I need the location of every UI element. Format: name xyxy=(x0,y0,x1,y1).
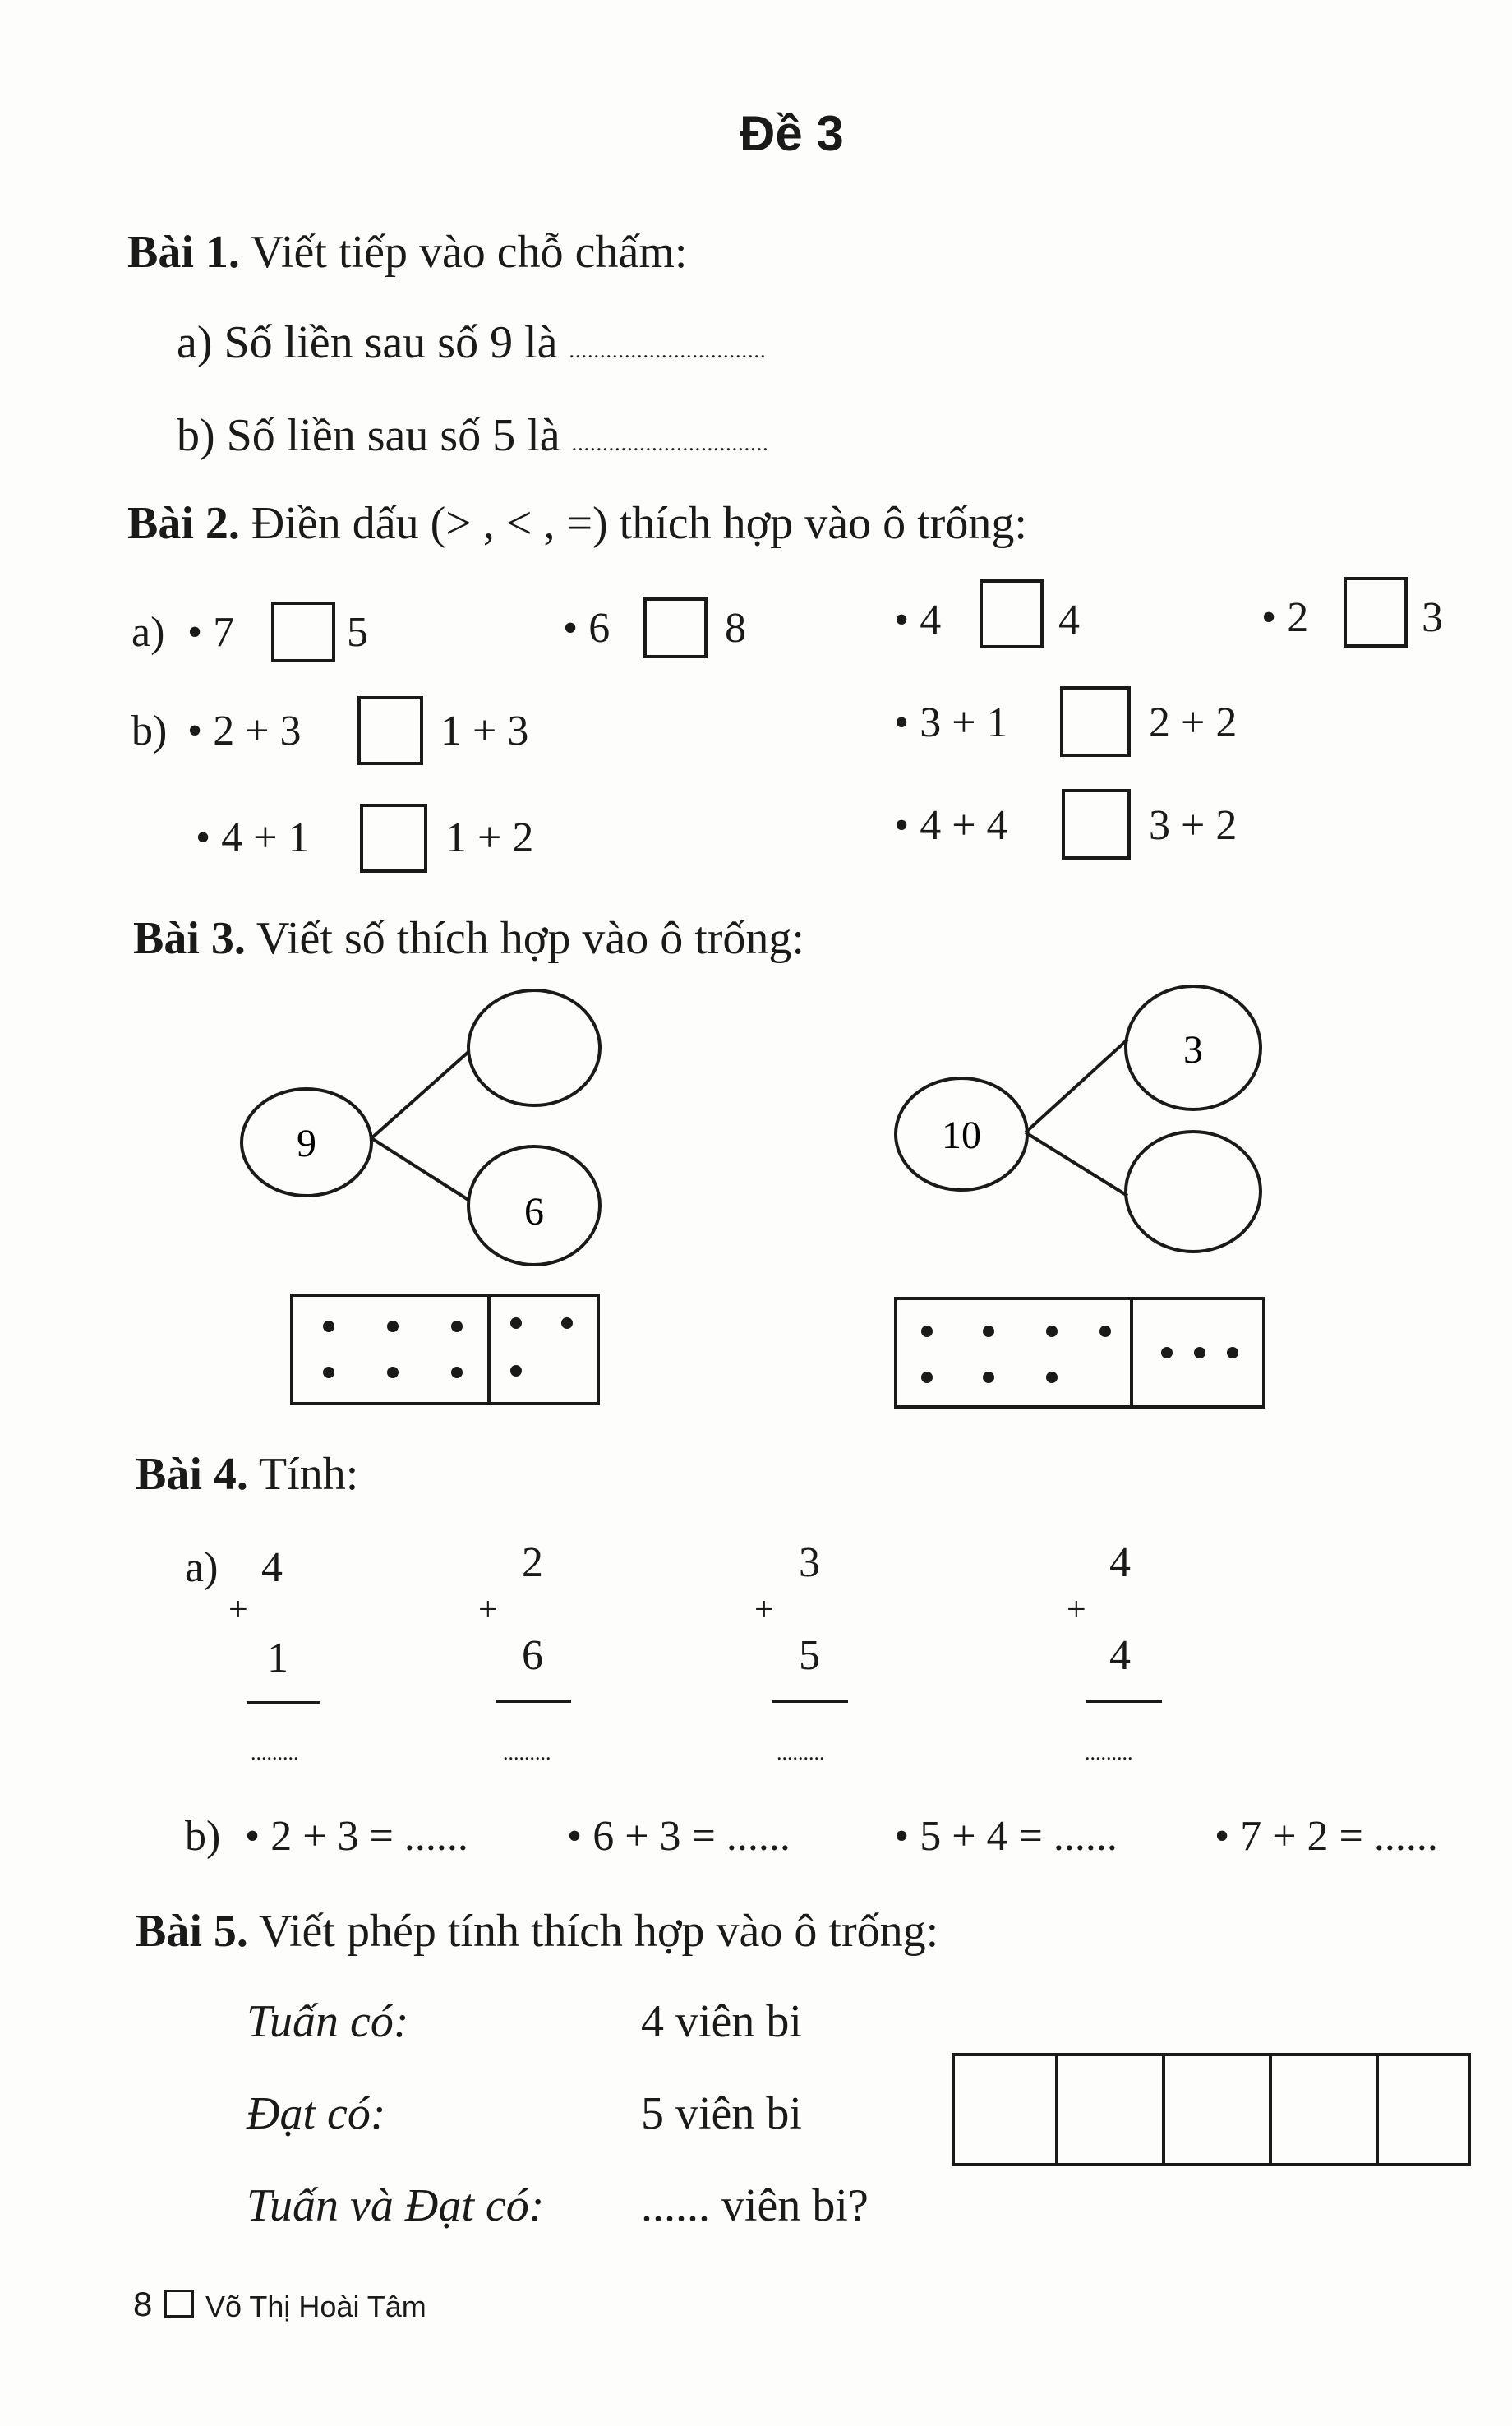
dot xyxy=(983,1372,994,1383)
bai5-value: ...... viên bi? xyxy=(641,2180,869,2231)
bai4-a-label: a) xyxy=(185,1544,219,1591)
addend-bottom: 4 xyxy=(1109,1632,1131,1679)
bullet: • xyxy=(196,814,211,861)
part-bottom-number: 6 xyxy=(524,1190,544,1234)
dot-box-frame xyxy=(896,1298,1264,1407)
bullet: • xyxy=(1215,1813,1230,1860)
answer-blank[interactable]: ......... xyxy=(503,1741,551,1764)
page-number: 8 xyxy=(133,2285,153,2323)
sum-line xyxy=(1086,1700,1162,1703)
compare-right: 3 + 2 xyxy=(1149,802,1238,849)
answer-blank[interactable]: ......... xyxy=(1085,1741,1133,1764)
bai2-b-label: b) xyxy=(131,708,168,754)
plus-sign: + xyxy=(228,1591,248,1629)
answer-blank[interactable]: ......... xyxy=(251,1741,299,1764)
bullet: • xyxy=(894,699,910,746)
part-circle-top[interactable] xyxy=(468,990,600,1105)
bai5-instruction: Viết phép tính thích hợp vào ô trống: xyxy=(258,1906,939,1957)
dot-box-1 xyxy=(292,1295,598,1404)
bullet: • xyxy=(894,597,910,643)
dot xyxy=(561,1317,573,1329)
number-bond-1 xyxy=(242,990,600,1265)
bai5-value: 4 viên bi xyxy=(641,1996,802,2047)
dot xyxy=(1046,1372,1058,1383)
compare-left: 4 + 1 xyxy=(221,814,310,861)
part-top-number: 3 xyxy=(1183,1028,1203,1072)
compare-right: 1 + 2 xyxy=(445,814,534,861)
bullet: • xyxy=(245,1813,260,1860)
dot xyxy=(323,1321,334,1332)
bai4-b-label: b) xyxy=(185,1813,221,1860)
number-bond-2 xyxy=(896,986,1261,1252)
bai5-name: Tuấn có: xyxy=(247,1996,409,2047)
whole-number: 10 xyxy=(942,1114,981,1157)
bai1-b-text: b) Số liền sau số 5 là xyxy=(177,410,560,461)
dot-box-2 xyxy=(896,1298,1264,1407)
bai4-b-item xyxy=(894,1812,1118,1861)
sum-line xyxy=(772,1700,848,1703)
bai4-b-item xyxy=(567,1812,791,1861)
compare-left: 3 + 1 xyxy=(920,699,1008,746)
dot xyxy=(921,1326,933,1337)
answer-cell[interactable] xyxy=(1162,2053,1272,2166)
book-icon xyxy=(164,2290,194,2318)
dot xyxy=(1099,1326,1111,1337)
addend-top: 4 xyxy=(1109,1539,1131,1586)
part-circle-bottom[interactable] xyxy=(1126,1132,1261,1252)
dot xyxy=(921,1372,933,1383)
addend-top: 4 xyxy=(261,1544,283,1591)
compare-left: 4 xyxy=(920,597,942,643)
compare-right: 3 xyxy=(1422,594,1443,641)
compare-right: 5 xyxy=(347,609,368,656)
dot xyxy=(510,1317,522,1329)
bai4-heading xyxy=(136,1448,358,1501)
addend-top: 2 xyxy=(522,1539,543,1586)
author-name: Võ Thị Hoài Tâm xyxy=(205,2290,426,2323)
bai5-heading xyxy=(136,1905,938,1958)
bullet: • xyxy=(187,708,203,754)
dot-box-frame xyxy=(292,1295,598,1404)
dot xyxy=(510,1365,522,1377)
sum-line xyxy=(247,1701,320,1704)
compare-right: 8 xyxy=(725,605,746,652)
bai5-name: Tuấn và Đạt có: xyxy=(247,2180,545,2231)
compare-left: 2 + 3 xyxy=(213,708,302,754)
plus-sign: + xyxy=(754,1591,774,1629)
dot xyxy=(983,1326,994,1337)
dot xyxy=(323,1367,334,1378)
bullet: • xyxy=(187,609,203,656)
bai1-instruction: Viết tiếp vào chỗ chấm: xyxy=(250,227,688,278)
bai2-instruction: Điền dấu (> , < , =) thích hợp vào ô trống: xyxy=(251,498,1027,549)
bai1-b-blank[interactable]: ................................ xyxy=(571,431,769,455)
bai4-instruction: Tính: xyxy=(258,1449,359,1500)
dot xyxy=(1046,1326,1058,1337)
dot xyxy=(1194,1347,1205,1358)
bai1-label: Bài 1. xyxy=(127,227,240,278)
bai5-name: Đạt có: xyxy=(247,2088,386,2139)
dot xyxy=(1161,1347,1173,1358)
dot xyxy=(387,1367,399,1378)
bai4-b-item xyxy=(1215,1812,1438,1861)
bai2-a-label: a) xyxy=(131,609,165,656)
dot-group xyxy=(921,1326,1238,1383)
bond-line xyxy=(1026,1132,1127,1196)
bai4-label: Bài 4. xyxy=(136,1449,248,1500)
bullet: • xyxy=(1261,594,1277,641)
page-title: Đề 3 xyxy=(740,106,844,161)
compare-right: 4 xyxy=(1058,597,1080,643)
dot xyxy=(1227,1347,1238,1358)
dot xyxy=(387,1321,399,1332)
bai1-a-text: a) Số liền sau số 9 là xyxy=(177,317,558,368)
answer-cell[interactable] xyxy=(952,2053,1058,2166)
bond-line xyxy=(371,1052,468,1138)
compare-right: 1 + 3 xyxy=(440,708,529,754)
compare-right: 2 + 2 xyxy=(1149,699,1238,746)
addend-bottom: 5 xyxy=(799,1632,820,1679)
dot xyxy=(451,1367,463,1378)
bullet: • xyxy=(894,802,910,849)
compare-left: 7 xyxy=(213,609,235,656)
equation[interactable]: 2 + 3 = ...... xyxy=(270,1813,468,1860)
equation[interactable]: 5 + 4 = ...... xyxy=(920,1813,1118,1860)
answer-cell[interactable] xyxy=(1269,2053,1379,2166)
answer-cell[interactable] xyxy=(1055,2053,1165,2166)
dot xyxy=(451,1321,463,1332)
whole-number: 9 xyxy=(297,1122,316,1165)
bullet: • xyxy=(567,1813,583,1860)
dot-group xyxy=(323,1317,573,1378)
bai3-label: Bài 3. xyxy=(133,913,246,964)
bond-line xyxy=(1026,1040,1127,1132)
bai5-label: Bài 5. xyxy=(136,1906,248,1957)
bullet: • xyxy=(563,605,579,652)
bai1-a-blank[interactable]: ................................ xyxy=(569,339,767,362)
answer-blank[interactable]: ......... xyxy=(777,1741,825,1764)
equation[interactable]: 7 + 2 = ...... xyxy=(1240,1813,1438,1860)
plus-sign: + xyxy=(478,1591,498,1629)
bai4-b-item xyxy=(245,1812,468,1861)
compare-left: 2 xyxy=(1287,594,1309,641)
bond-line xyxy=(371,1138,468,1200)
plus-sign: + xyxy=(1067,1591,1086,1629)
answer-cell[interactable] xyxy=(1376,2053,1471,2166)
bai2-label: Bài 2. xyxy=(127,498,240,549)
compare-left: 4 + 4 xyxy=(920,802,1008,849)
equation[interactable]: 6 + 3 = ...... xyxy=(592,1813,791,1860)
addend-top: 3 xyxy=(799,1539,820,1586)
addend-bottom: 6 xyxy=(522,1632,543,1679)
addend-bottom: 1 xyxy=(267,1635,288,1681)
bai5-value: 5 viên bi xyxy=(641,2088,802,2139)
compare-left: 6 xyxy=(588,605,611,652)
bullet: • xyxy=(894,1813,910,1860)
sum-line xyxy=(496,1700,571,1703)
bai3-instruction: Viết số thích hợp vào ô trống: xyxy=(256,913,804,964)
